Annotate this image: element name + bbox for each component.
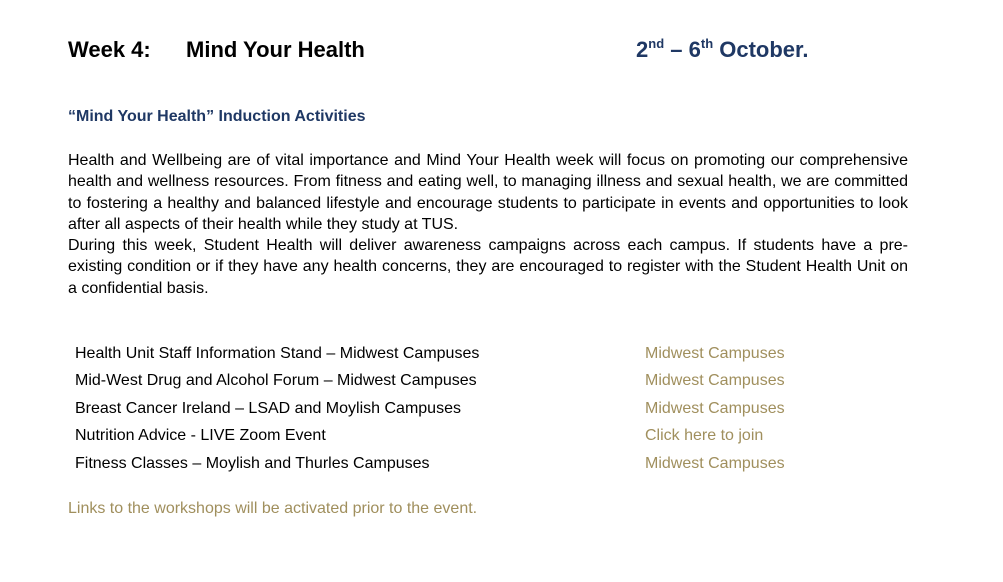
date-separator: – xyxy=(664,37,689,62)
list-item xyxy=(75,395,835,423)
page-title xyxy=(68,37,365,63)
activity-name: Fitness Classes – Moylish and Thurles Campuses xyxy=(75,454,430,472)
activity-link[interactable]: Midwest Campuses xyxy=(645,454,785,472)
list-item xyxy=(75,423,835,451)
end-day: 6 xyxy=(688,37,701,62)
activities-list xyxy=(75,340,835,478)
date-month: October. xyxy=(713,37,809,62)
footer-note: Links to the workshops will be activated prior to the event. xyxy=(68,500,478,517)
list-item xyxy=(75,368,835,396)
activity-name: Health Unit Staff Information Stand – Midwest Campuses xyxy=(75,344,480,362)
end-day-suffix: th xyxy=(700,36,714,51)
event-dates xyxy=(636,37,809,63)
activity-name: Breast Cancer Ireland – LSAD and Moylish Campuses xyxy=(75,399,461,417)
activity-name: Mid-West Drug and Alcohol Forum – Midwest Campuses xyxy=(75,372,477,390)
activity-link[interactable]: Midwest Campuses xyxy=(645,372,785,390)
activity-link[interactable]: Midwest Campuses xyxy=(645,344,785,362)
activity-name: Nutrition Advice - LIVE Zoom Event xyxy=(75,427,326,445)
start-day-suffix: nd xyxy=(648,36,665,51)
intro-text xyxy=(68,150,908,299)
start-day: 2 xyxy=(636,37,649,62)
intro-paragraph-2: During this week, Student Health will deliver awareness campaigns across each campus. If students have a pre-existing condition or if they have any health concerns, they are encouraged to register with the Student Health Unit on a confidential basis. xyxy=(68,237,908,297)
week-theme: Mind Your Health xyxy=(186,37,365,62)
section-heading: “Mind Your Health” Induction Activities xyxy=(68,108,366,125)
list-item xyxy=(75,340,835,368)
intro-paragraph-1: Health and Wellbeing are of vital importance and Mind Your Health week will focus on promoting our comprehensive health and wellness resources. From fitness and eating well, to managing illness and sexual health, we are committed to fostering a healthy and balanced lifestyle and encourage students to participate in events and opportunities to look after all aspects of their health while they study at TUS. xyxy=(68,152,908,233)
activity-link[interactable]: Midwest Campuses xyxy=(645,399,785,417)
week-label: Week 4: xyxy=(68,37,151,62)
activity-link[interactable]: Click here to join xyxy=(645,427,764,445)
list-item xyxy=(75,450,835,478)
